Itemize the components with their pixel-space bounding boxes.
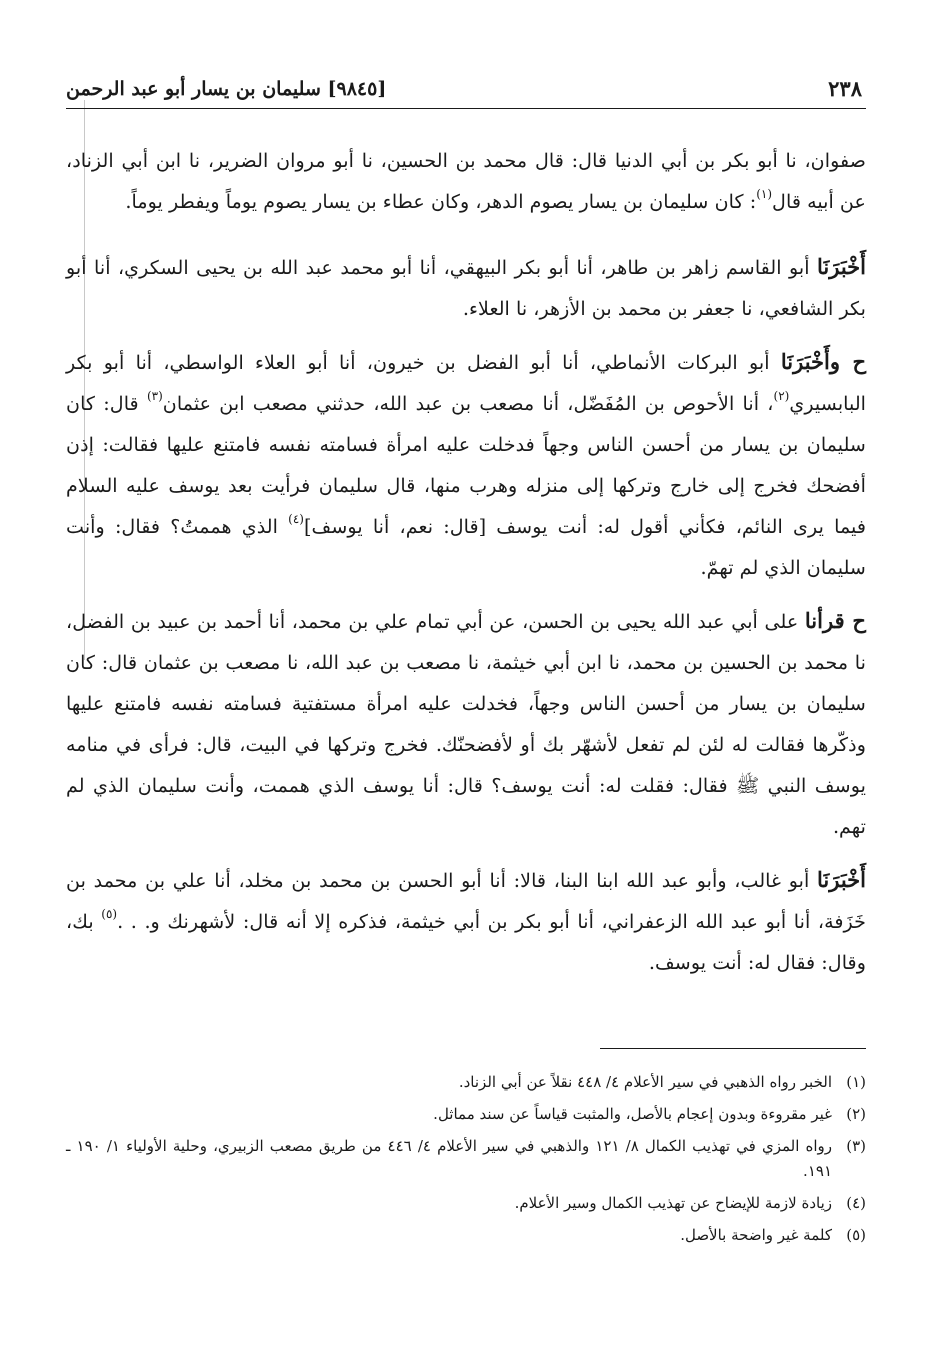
footnote-number: (٥): [846, 1226, 866, 1244]
isnad-keyword: أَخْبَرَنَا: [817, 867, 866, 892]
footnote: [66, 1134, 866, 1184]
isnad-keyword: ح وأَخْبَرَنَا: [780, 349, 866, 374]
footnote: [66, 1070, 866, 1095]
header-rule: [66, 108, 866, 109]
main-text: [66, 140, 866, 983]
page-number: ٢٣٨: [828, 76, 862, 101]
text-run: صفوان، نا أبو بكر بن أبي الدنيا قال: قال محمد بن الحسين، نا أبو مروان الضرير، نا ابن أبي الزناد، عن أبيه قال: [66, 149, 866, 213]
footnote: [66, 1102, 866, 1127]
running-title: [٩٨٤٥] سليمان بن يسار أبو عبد الرحمن: [66, 78, 387, 100]
footnote-text: كلمة غير واضحة بالأصل.: [680, 1226, 832, 1244]
paragraph-5: [66, 859, 866, 983]
text-run: ، أنا الأحوص بن المُفَضّل، أنا مصعب بن عبد الله، حدثني مصعب ابن عثمان: [162, 392, 774, 415]
footnote-number: (٢): [846, 1105, 866, 1123]
footnote-ref[interactable]: (٣): [146, 388, 163, 403]
text-run: الذي هممتُ؟ فقال: وأنت سليمان الذي لم تهمّ.: [66, 515, 866, 579]
footnote-ref[interactable]: (٥): [101, 906, 118, 921]
footnote-text: الخبر رواه الذهبي في سير الأعلام ٤/ ٤٤٨ نقلاً عن أبي الزناد.: [458, 1073, 832, 1091]
text-run: بك، وقال: فقال له: أنت يوسف.: [66, 910, 866, 974]
text-run: على أبي عبد الله يحيى بن الحسن، عن أبي تمام علي بن محمد، أنا أحمد بن عبيد بن الفضل، نا محمد بن الحسين بن محمد، نا ابن أبي خيثمة، نا مصعب بن عبد الله، نا مصعب بن عثمان قال: كان سليمان بن يسار من أحسن الناس وجهاً، فخدلت عليه امرأة مستفتية فسامته نفسه فامتنع عليها وذكّرها فقالت له لئن لم تفعل لأشهّر بك أو لأفضحنّك. فخرج وتركها في البيت، قال: فرأى في منامه يوسف النبي ﷺ فقال: فقلت له: أنت يوسف؟ قال: أنا يوسف الذي هممت، وأنت سليمان الذي لم تهم.: [66, 610, 866, 838]
footnote-ref[interactable]: (١): [756, 186, 773, 201]
paragraph-2: [66, 246, 866, 329]
footnote-ref[interactable]: (٤): [288, 511, 304, 526]
footnote: [66, 1191, 866, 1216]
footnote-text: غير مقروءة وبدون إعجام بالأصل، والمثبت قياساً عن سند مماثل.: [433, 1105, 832, 1123]
text-run: أبو القاسم زاهر بن طاهر، أنا أبو بكر البيهقي، أنا أبو محمد عبد الله بن يحيى السكري، أنا أبو بكر الشافعي، نا جعفر بن محمد بن الأزهر، نا العلاء.: [66, 256, 866, 320]
page-header: [66, 76, 866, 108]
footnote-text: زيادة لازمة للإيضاح عن تهذيب الكمال وسير الأعلام.: [514, 1194, 832, 1212]
paragraph-1: [66, 140, 866, 222]
isnad-keyword: ح قرأنا: [804, 608, 866, 633]
footnote: [66, 1223, 866, 1248]
footnote-number: (٤): [846, 1194, 866, 1212]
text-run: : كان سليمان بن يسار يصوم الدهر، وكان عطاء بن يسار يصوم يوماً ويفطر يوماً.: [125, 190, 757, 213]
isnad-keyword: أَخْبَرَنَا: [817, 254, 866, 279]
footnote-ref[interactable]: (٢): [773, 388, 790, 403]
footnotes: [66, 1070, 866, 1255]
footnote-number: (١): [846, 1073, 866, 1091]
footnote-number: (٣): [846, 1137, 866, 1155]
text-run: قال: كان سليمان بن يسار من أحسن الناس وجهاً فدخلت عليه امرأة فسامته نفسه فامتنع عليها فقالت: إذن أفضحك فخرج إلى خارج وتركها إلى منزله وهرب منها، قال سليمان فرأيت بعد يوسف عليه السلام فيما يرى النائم، فكأني أقول له: أنت يوسف [قال: نعم، أنا يوسف]: [66, 392, 866, 538]
paragraph-3: [66, 341, 866, 588]
text-run: أبو البركات الأنماطي، أنا أبو الفضل بن خيرون، أنا أبو العلاء الواسطي، أنا أبو بكر البابسيري: [66, 351, 866, 415]
text-run: أبو غالب، وأبو عبد الله ابنا البنا، قالا: أنا أبو الحسن بن محمد بن مخلد، أنا علي بن محمد بن خَزَفة، أنا أبو عبد الله الزعفراني، أنا أبو بكر بن أبي خيثمة، فذكره إلا أنه قال: لأشهرنك و. . .: [66, 869, 866, 933]
paragraph-4: [66, 600, 866, 847]
footnote-text: رواه المزي في تهذيب الكمال ٨/ ١٢١ والذهبي في سير الأعلام ٤/ ٤٤٦ من طريق مصعب الزبيري، وحلية الأولياء ١/ ١٩٠ ـ ١٩١.: [66, 1137, 833, 1180]
footnote-separator: [600, 1048, 866, 1049]
